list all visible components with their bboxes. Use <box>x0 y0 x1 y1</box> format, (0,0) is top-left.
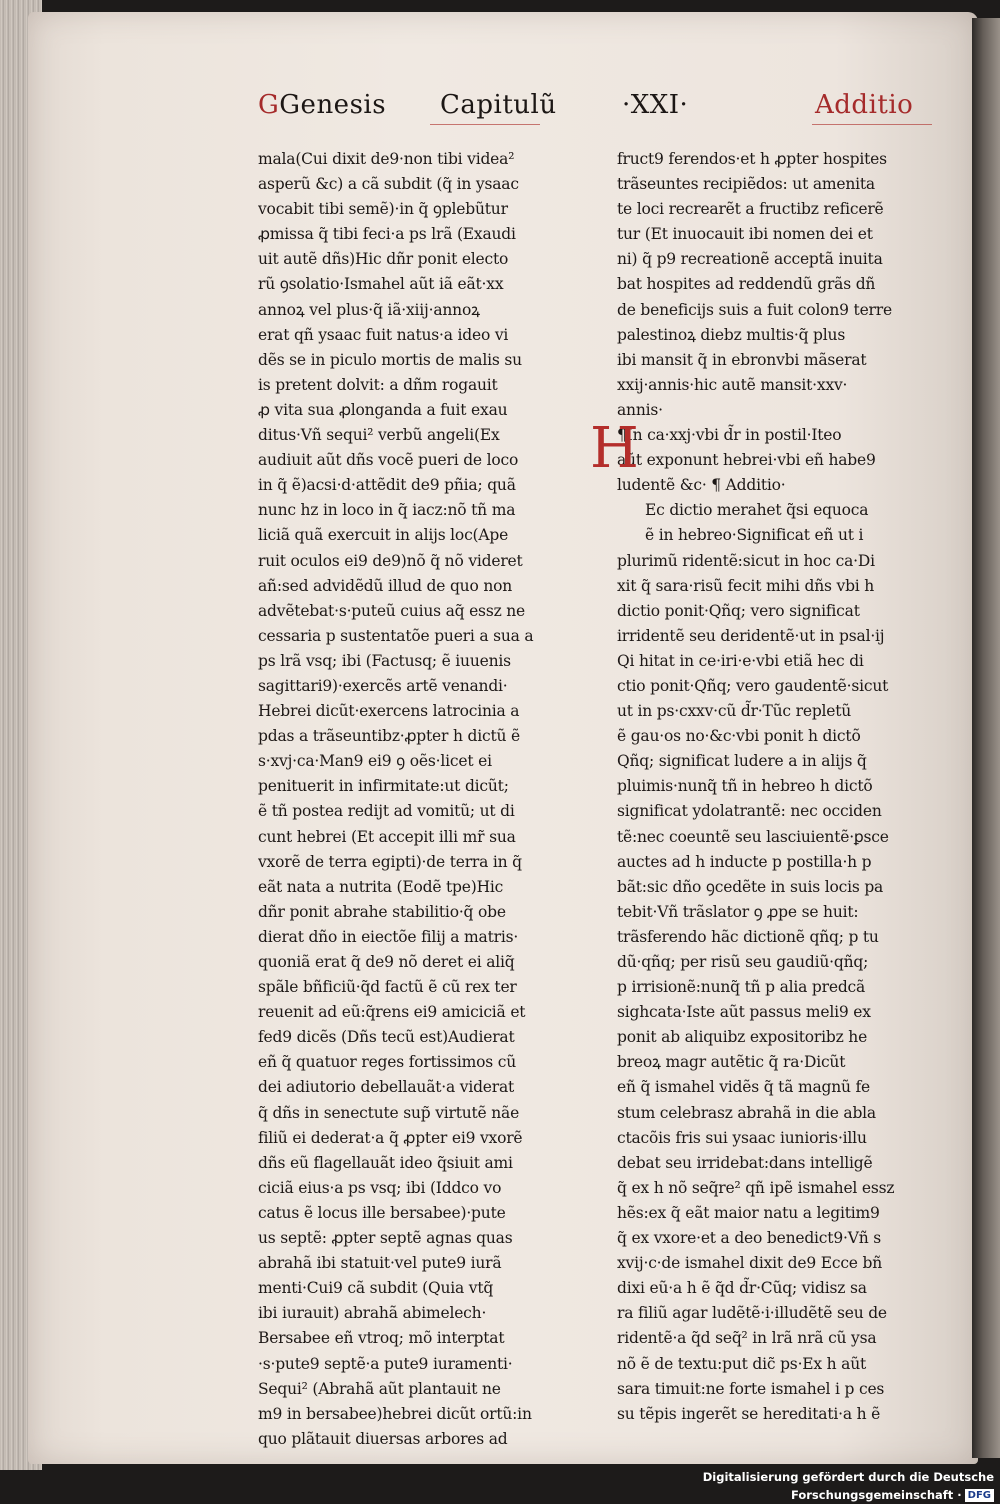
text-line: ps lrã vsq; ibi (Factusq; ẽ iuuenis <box>258 651 511 670</box>
text-line: ponit ab aliquibz expositoribz he <box>617 1028 868 1047</box>
text-line: audiuit aũt dñs vocẽ pueri de loco <box>258 451 519 470</box>
text-line: ẽ gau·os no·&c·vbi ponit h dictõ <box>617 727 861 746</box>
header-section-text: Additio <box>815 90 914 120</box>
text-line: añ:sed advidẽdũ illud de quo non <box>258 576 513 595</box>
text-line: advẽtebat·s·puteũ cuius aq̃ essz ne <box>258 601 526 620</box>
text-line: eãt nata a nutrita (Eodẽ tpe)Hic <box>258 877 504 896</box>
text-line: ni) q̃ p9 recreationẽ acceptã inuita <box>617 250 883 269</box>
text-line: uit autẽ dñs)Hic dñr ponit electo <box>258 250 509 269</box>
text-line: Ec dictio merahet q̃si equoca <box>645 501 869 520</box>
header-book-title-text: Genesis <box>279 90 387 120</box>
text-line: dixi eũ·a h ẽ q̃d d̃r·Cũq; vidisz sa <box>617 1279 867 1298</box>
text-line: ludentẽ &c· ¶ Additio· <box>617 476 786 495</box>
text-line: tur (Et inuocauit ibi nomen dei et <box>617 225 873 244</box>
text-line: annoꝝ vel plus·q̃ iã·xiij·annoꝝ <box>258 300 480 319</box>
text-line: ctio ponit·Qñq; vero gaudentẽ·sicut <box>617 676 889 695</box>
drop-cap-initial: H <box>590 416 639 481</box>
text-line: filiũ ei dederat·a q̃ ꝓpter ei9 vxorẽ <box>258 1128 523 1147</box>
text-line: dñs eũ flagellauãt ideo q̃siuit ami <box>258 1153 513 1172</box>
text-line: xxij·annis·hic autẽ mansit·xxv· <box>617 375 848 394</box>
text-line: catus ẽ locus ille bersabee)·pute <box>258 1203 506 1222</box>
text-line: dei adiutorio debellauãt·a viderat <box>258 1078 515 1097</box>
text-line: Qñq; significat ludere a in alijs q̃ <box>617 752 867 771</box>
text-line: xit q̃ sara·risũ fecit mihi dñs vbi h <box>617 576 875 595</box>
text-line: palestinoꝝ diebz multis·q̃ plus <box>617 325 846 344</box>
header-book-title: GGenesis <box>258 90 387 120</box>
text-line: ꝓmissa q̃ tibi feci·a ps lrã (Exaudi <box>258 225 516 244</box>
text-line: reuenit ad eũ:q̃rens ei9 amiciciã et <box>258 1003 526 1022</box>
text-line: sighcata·Iste aũt passus meli9 ex <box>617 1003 871 1022</box>
header-chapter-number: ·XXI· <box>622 90 689 120</box>
text-line: Sequi² (Abrahã aũt plantauit ne <box>258 1379 501 1398</box>
text-line: te loci recrearẽt a fructibz reficerẽ <box>617 200 884 219</box>
text-line: ra filiũ agar ludẽtẽ·i·illudẽtẽ seu de <box>617 1304 887 1323</box>
text-line: irridentẽ seu deridentẽ·ut in psal·ij <box>617 626 885 645</box>
text-line: m9 in bersabee)hebrei dicũt ortũ:in <box>258 1404 532 1423</box>
header-section <box>815 90 913 120</box>
text-line: bãt:sic dño ꝯcedẽte in suis locis pa <box>617 877 884 896</box>
text-line: xvij·c·de ismahel dixit de9 Ecce bñ <box>617 1254 883 1273</box>
text-line: breoꝝ magr autẽtic q̃ ra·Dicũt <box>617 1053 846 1072</box>
text-line: plurimũ ridentẽ:sicut in hoc ca·Di <box>617 551 875 570</box>
text-line: ciciã eius·a ps vsq; ibi (Iddco vo <box>258 1178 502 1197</box>
text-line: liciã quã exercuit in alijs loc(Ape <box>258 526 509 545</box>
text-line: rũ ꝯsolatio·Ismahel aũt iã eãt·xx <box>258 275 504 294</box>
text-line: ditus·Vñ sequi² verbũ angeli(Ex <box>258 426 500 445</box>
text-line: Qi hitat in ce·iri·e·vbi etiã hec di <box>617 651 864 670</box>
text-line: mala(Cui dixit de9·non tibi videa² <box>258 150 515 168</box>
text-line: fruct9 ferendos·et h ꝓpter hospites <box>617 150 887 168</box>
text-line: ridentẽ·a q̃d seq̃² in lrã nrã cũ ysa <box>617 1329 877 1348</box>
text-line: nõ ẽ de textu:put dic̃ ps·Ex h aũt <box>617 1354 867 1373</box>
text-line: vxorẽ de terra egipti)·de terra in q̃ <box>258 852 522 871</box>
text-line: abrahã ibi statuit·vel pute9 iurã <box>258 1254 502 1273</box>
text-line: dñr ponit abrahe stabilitio·q̃ obe <box>258 902 506 921</box>
text-line: ꝓ vita sua ꝓlonganda a fuit exau <box>258 400 508 419</box>
text-line: pdas a trãseuntibz·ꝓpter h dictũ ẽ <box>258 727 520 746</box>
text-line: ruit oculos ei9 de9)nõ q̃ nõ videret <box>258 551 523 570</box>
text-line: eñ q̃ quatuor reges fortissimos cũ <box>258 1053 517 1072</box>
text-line: dẽs se in piculo mortis de malis su <box>258 350 522 369</box>
text-line: tẽ:nec coeuntẽ seu lasciuientẽ·ꝑsce <box>617 827 889 846</box>
text-line: ẽ tñ postea redijt ad vomitũ; ut di <box>258 802 515 821</box>
text-line: is pretent dolvit: a dñm rogauit <box>258 375 498 394</box>
book-edge-right <box>972 18 1000 1458</box>
text-line: ·s·pute9 septẽ·a pute9 iuramenti· <box>258 1354 513 1373</box>
text-line: de beneficijs suis a fuit colon9 terre <box>617 300 892 319</box>
text-line: trãsferendo hãc dictionẽ qñq; p tu <box>617 927 879 946</box>
text-line: significat ydolatrantẽ: nec occiden <box>617 802 882 821</box>
text-line: menti·Cui9 cã subdit (Quia vtq̃ <box>258 1279 494 1298</box>
text-line: p irrisionẽ:nunq̃ tñ p alia predcã <box>617 978 866 997</box>
text-line: quoniã erat q̃ de9 nõ deret ei aliq̃ <box>258 953 515 971</box>
left-text-column <box>258 147 548 1452</box>
credit-text: Digitalisierung gefördert durch die Deutsche Forschungsgemeinschaft · <box>702 1470 994 1502</box>
text-line: hẽs:ex q̃ eãt maior natu a legitim9 <box>617 1203 880 1222</box>
text-line: cessaria p sustentatõe pueri a sua a <box>258 626 534 645</box>
text-line: fed9 dicẽs (Dñs tecũ est)Audierat <box>258 1028 515 1047</box>
text-line: q̃ ex vxore·et a deo benedict9·Vñ s <box>617 1229 881 1248</box>
text-line: ibi iurauit) abrahã abimelech· <box>258 1304 487 1323</box>
digitization-credit <box>600 1468 1000 1502</box>
text-line: vocabit tibi semẽ)·in q̃ ꝯplebũtur <box>258 200 508 219</box>
text-line: sagittari9)·exercẽs artẽ venandi· <box>258 676 508 695</box>
text-line: asperũ &c) a cã subdit (q̃ in ysaac <box>258 175 519 194</box>
text-line: sara timuit:ne forte ismahel i p ces <box>617 1379 885 1398</box>
text-line: eñ q̃ ismahel vidẽs q̃ tã magnũ fe <box>617 1078 871 1097</box>
text-line: auctes ad h inducte p postilla·h p <box>617 852 872 871</box>
text-line: trãseuntes recipiẽdos: ut amenita <box>617 175 875 194</box>
text-line: bat hospites ad reddendũ grãs dñ <box>617 275 876 294</box>
text-line: dierat dño in eiectõe filij a matris· <box>258 927 519 946</box>
text-line: quo plãtauit diuersas arbores ad <box>258 1429 508 1448</box>
text-line: ¶In ca·xxj·vbi d̃r in postil·Iteo <box>617 426 842 445</box>
text-line: annis· <box>617 400 663 419</box>
text-line: spãle bñficiũ·q̃d factũ ẽ cũ rex ter <box>258 978 517 997</box>
text-line: ut in ps·cxxv·cũ d̃r·Tũc repletũ <box>617 702 852 721</box>
text-line: us septẽ: ꝓpter septẽ agnas quas <box>258 1229 513 1248</box>
text-line: dictio ponit·Qñq; vero significat <box>617 601 860 620</box>
text-line: su tẽpis ingerẽt se hereditati·a h ẽ <box>617 1404 881 1423</box>
text-line: tebit·Vñ trãslator ꝯ ꝓpe se huit: <box>617 902 859 921</box>
dfg-logo: DFG <box>965 1489 994 1502</box>
text-line: s·xvj·ca·Man9 ei9 ꝯ oẽs·licet ei <box>258 752 492 771</box>
text-line: aũt exponunt hebrei·vbi eñ habe9 <box>617 451 876 470</box>
text-line: in q̃ ẽ)acsi·d·attẽdit de9 pñia; quã <box>258 476 516 495</box>
text-line: penituerit in infirmitate:ut dicũt; <box>258 777 509 796</box>
text-line: debat seu irridebat:dans intelligẽ <box>617 1153 873 1172</box>
right-text-column <box>617 147 909 1427</box>
text-line: Hebrei dicũt·exercens latrocinia a <box>258 702 520 721</box>
text-line: erat qñ ysaac fuit natus·a ideo vi <box>258 325 509 344</box>
text-line: ẽ in hebreo·Significat eñ ut i <box>645 526 864 545</box>
text-line: q̃ dñs in senectute sup̃ virtutẽ nãe <box>258 1103 520 1122</box>
text-line: pluimis·nunq̃ tñ in hebreo h dictõ <box>617 777 873 796</box>
text-line: cunt hebrei (Et accepit illi mr̃ sua <box>258 827 516 846</box>
text-line: ibi mansit q̃ in ebronvbi mãserat <box>617 350 867 369</box>
text-line: stum celebrasz abrahã in die abla <box>617 1103 876 1122</box>
header-rule-right <box>812 124 932 125</box>
text-line: q̃ ex h nõ seq̃re² qñ ipẽ ismahel essz <box>617 1178 895 1197</box>
header-rule-left <box>430 124 540 125</box>
text-line: nunc hz in loco in q̃ iacz:nõ tñ ma <box>258 501 516 520</box>
text-line: Bersabee eñ vtroq; mõ interptat <box>258 1329 505 1348</box>
text-line: dũ·qñq; per risũ seu gaudiũ·qñq; <box>617 953 869 971</box>
text-line: ctacõis fris sui ysaac iunioris·illu <box>617 1128 867 1147</box>
header-chapter-label: Capitulũ <box>440 90 557 120</box>
